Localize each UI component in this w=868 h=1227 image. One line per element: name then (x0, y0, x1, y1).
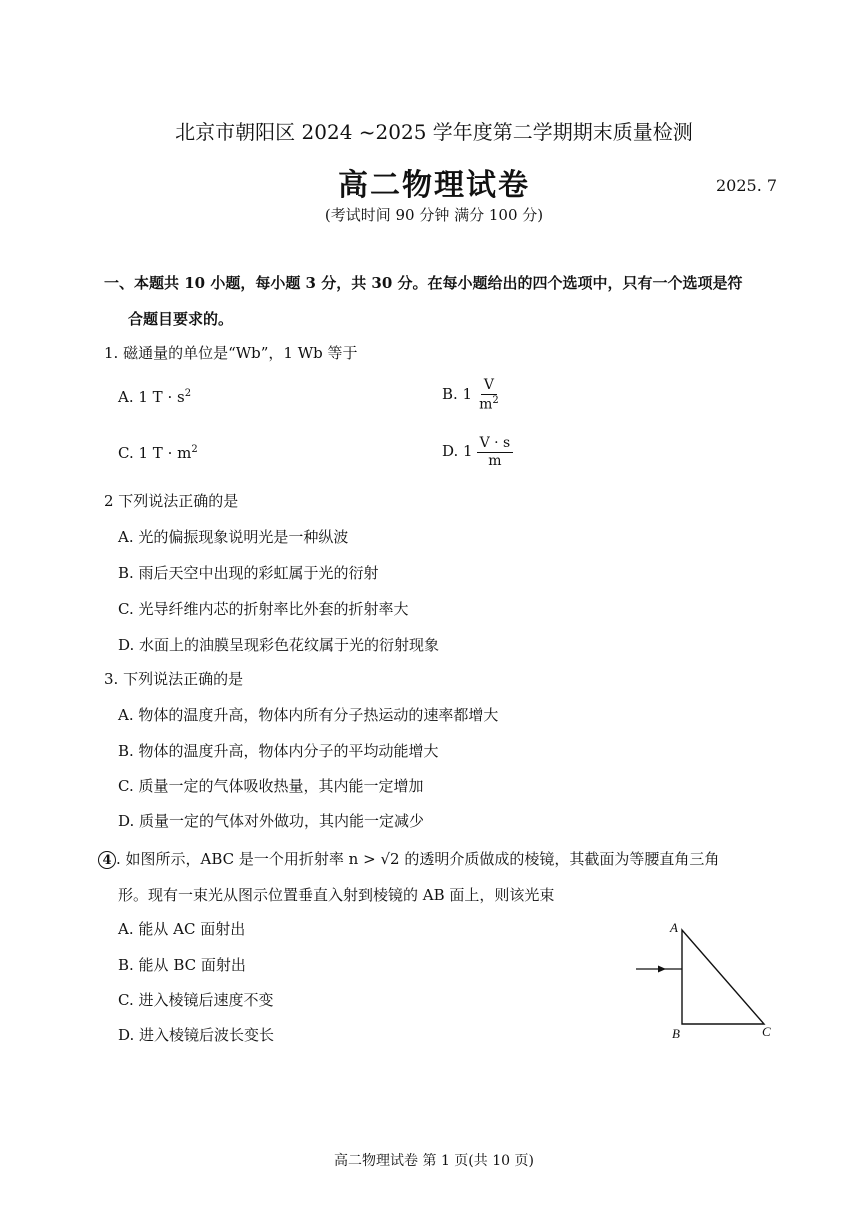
q4-option-d: D. 进入棱镜后波长变长 (118, 1026, 275, 1044)
page-footer: 高二物理试卷 第 1 页(共 10 页) (334, 1153, 534, 1169)
q3-option-b: B. 物体的温度升高，物体内分子的平均动能增大 (118, 742, 439, 760)
q4-circled-number: 4 (98, 851, 116, 869)
section1-heading-line2: 合题目要求的。 (128, 310, 234, 328)
q1-option-d-den: m (488, 452, 502, 469)
q2-option-b: B. 雨后天空中出现的彩虹属于光的衍射 (118, 564, 379, 582)
q1-option-a-sup: 2 (184, 388, 192, 399)
q1-option-b (442, 378, 502, 412)
q4-stem-line1-text: . 如图所示，ABC 是一个用折射率 n > √2 的透明介质做成的棱镜，其截面为等腰直角三角 (116, 850, 720, 868)
prism-triangle (682, 930, 764, 1024)
q4-stem-line1 (98, 848, 719, 869)
q2-stem: 2 下列说法正确的是 (104, 492, 239, 510)
q1-option-c-sup: 2 (191, 444, 198, 455)
q1-option-d-num: V · s (477, 436, 514, 453)
q1-option-a-text: A. 1 T · s (118, 388, 185, 406)
prism-diagram (628, 918, 788, 1044)
q3-stem: 3. 下列说法正确的是 (104, 670, 244, 688)
q2-option-d: D. 水面上的油膜呈现彩色花纹属于光的衍射现象 (118, 636, 440, 654)
q4-option-b: B. 能从 BC 面射出 (118, 956, 246, 974)
vertex-label-a: A (670, 920, 678, 935)
vertex-label-b: B (672, 1026, 680, 1041)
q3-option-c: C. 质量一定的气体吸收热量，其内能一定增加 (118, 777, 424, 795)
q1-option-c-text: C. 1 T · m (118, 444, 192, 462)
q4-option-a: A. 能从 AC 面射出 (118, 920, 246, 938)
q1-option-b-num: V (481, 378, 497, 395)
q4-stem-line2: 形。现有一束光从图示位置垂直入射到棱镜的 AB 面上，则该光束 (118, 886, 555, 904)
q1-option-b-fraction (476, 378, 502, 412)
q1-option-b-den-sup: 2 (492, 394, 499, 406)
light-ray-arrow-icon (658, 966, 666, 973)
q1-option-c (118, 444, 198, 462)
q2-option-a: A. 光的偏振现象说明光是一种纵波 (118, 528, 349, 546)
q2-option-c: C. 光导纤维内芯的折射率比外套的折射率大 (118, 600, 409, 618)
q1-option-d (442, 436, 513, 468)
q1-stem: 1. 磁通量的单位是“Wb”，1 Wb 等于 (104, 344, 358, 362)
q3-option-a: A. 物体的温度升高，物体内所有分子热运动的速率都增大 (118, 706, 499, 724)
q1-option-b-den-text: m (479, 396, 493, 413)
exam-info: (考试时间 90 分钟 满分 100 分) (324, 206, 544, 224)
q1-option-b-prefix: B. 1 (442, 385, 473, 404)
exam-date: 2025. 7 (716, 176, 778, 195)
q1-option-b-den (476, 395, 502, 412)
q1-option-d-prefix: D. 1 (442, 442, 473, 461)
page-title: 高二物理试卷 (338, 168, 530, 203)
section1-heading-line1: 一、本题共 10 小题，每小题 3 分，共 30 分。在每小题给出的四个选项中，只有一个选项是符 (104, 274, 743, 292)
q3-option-d: D. 质量一定的气体对外做功，其内能一定减少 (118, 812, 425, 830)
q4-option-c: C. 进入棱镜后速度不变 (118, 991, 274, 1009)
q1-option-a (118, 388, 191, 406)
school-line: 北京市朝阳区 2024 ~2025 学年度第二学期期末质量检测 (175, 120, 693, 144)
vertex-label-c: C (762, 1024, 771, 1039)
q1-option-d-fraction (477, 436, 514, 468)
